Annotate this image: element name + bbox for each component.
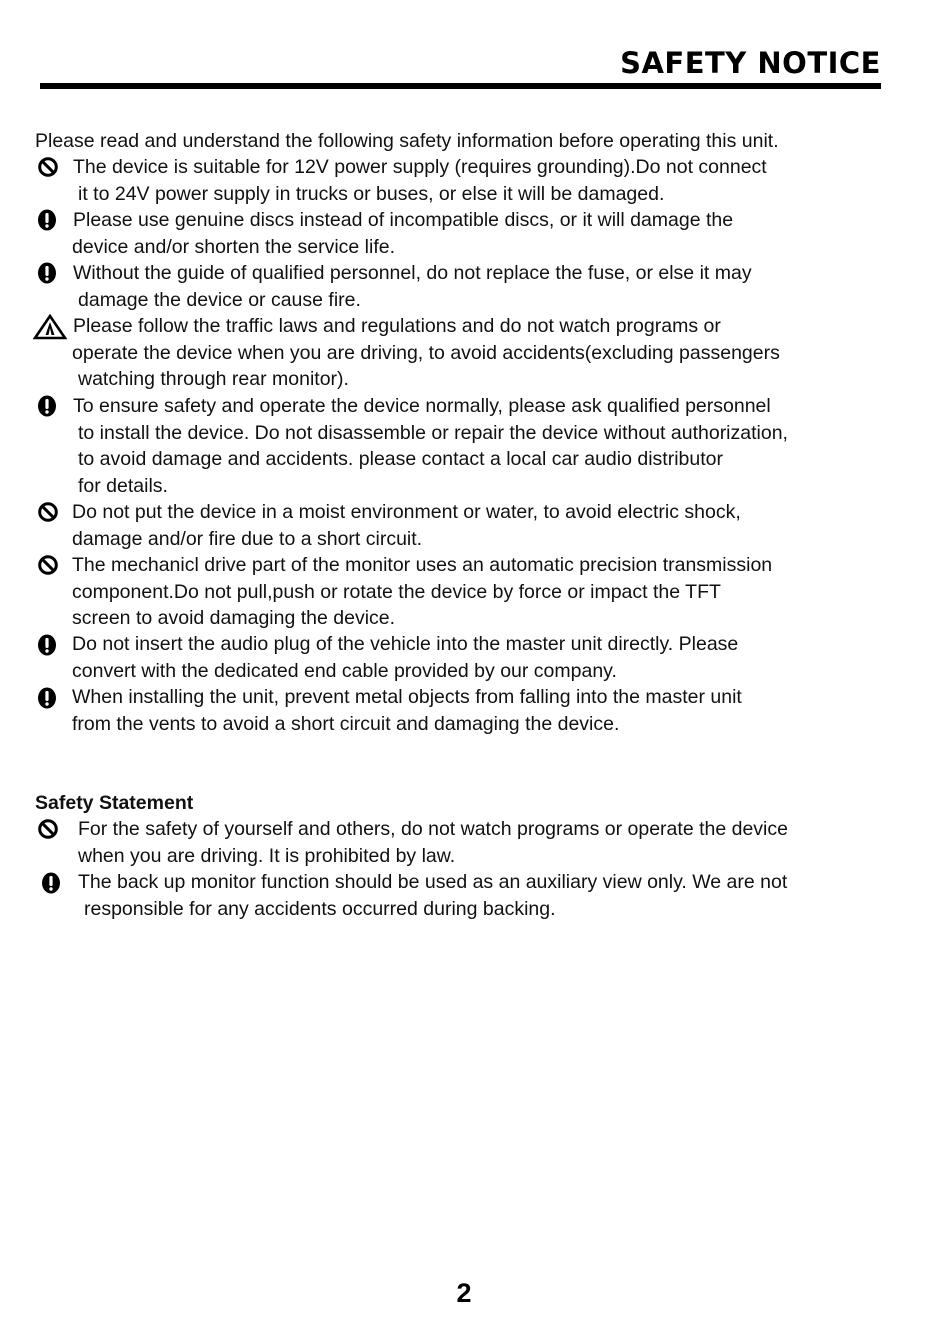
notice-line: it to 24V power supply in trucks or buses, or else it will be damaged. — [78, 182, 665, 205]
prohibited-icon — [37, 818, 59, 840]
prohibited-icon — [37, 501, 59, 523]
notice-line: To ensure safety and operate the device normally, please ask qualified personnel — [73, 395, 771, 417]
statement-line: The back up monitor function should be used as an auxiliary view only. We are not — [78, 871, 788, 893]
intro-text: Please read and understand the following safety information before operating this unit. — [35, 130, 779, 152]
safety-statement-title: Safety Statement — [35, 792, 194, 814]
notice-line: damage and/or fire due to a short circuit. — [72, 527, 423, 550]
notice-line: When installing the unit, prevent metal objects from falling into the master unit — [72, 686, 742, 708]
notice-line: watching through rear monitor). — [78, 368, 349, 390]
page-number: 2 — [456, 1278, 472, 1308]
exclamation-icon — [36, 395, 58, 417]
notice-line: Without the guide of qualified personnel, do not replace the fuse, or else it may — [73, 262, 752, 284]
notice-line: device and/or shorten the service life. — [72, 235, 396, 258]
notice-line: to install the device. Do not disassemble or repair the device without authorization, — [78, 421, 788, 444]
notice-line: convert with the dedicated end cable provided by our company. — [72, 659, 617, 682]
notice-line: The mechanicl drive part of the monitor uses an automatic precision transmission — [72, 554, 773, 576]
notice-line: Do not put the device in a moist environment or water, to avoid electric shock, — [72, 501, 741, 523]
notice-line: damage the device or cause fire. — [78, 288, 361, 311]
exclamation-icon — [40, 872, 62, 894]
prohibited-icon — [37, 554, 59, 576]
exclamation-icon — [36, 687, 58, 709]
notice-line: to avoid damage and accidents. please contact a local car audio distributor — [78, 448, 723, 470]
notice-line: operate the device when you are driving, to avoid accidents(excluding passengers — [72, 341, 780, 364]
notice-line: Please follow the traffic laws and regulations and do not watch programs or — [73, 315, 721, 337]
notice-line: from the vents to avoid a short circuit and damaging the device. — [72, 712, 620, 735]
notice-line: Do not insert the audio plug of the vehicle into the master unit directly. Please — [72, 633, 739, 655]
notice-line: Please use genuine discs instead of incompatible discs, or it will damage the — [73, 209, 734, 231]
prohibited-icon — [37, 156, 59, 178]
statement-line: responsible for any accidents occurred during backing. — [84, 897, 556, 920]
header-rule — [40, 83, 881, 89]
statement-line: when you are driving. It is prohibited by law. — [78, 844, 456, 867]
notice-line: The device is suitable for 12V power supply (requires grounding).Do not connect — [73, 156, 767, 178]
warning-triangle-icon — [33, 314, 67, 340]
statement-line: For the safety of yourself and others, do not watch programs or operate the device — [78, 818, 788, 840]
notice-line: component.Do not pull,push or rotate the device by force or impact the TFT — [72, 580, 721, 603]
exclamation-icon — [36, 634, 58, 656]
notice-line: screen to avoid damaging the device. — [72, 607, 396, 629]
page-title: SAFETY NOTICE — [620, 46, 881, 80]
notice-line: for details. — [78, 474, 168, 497]
exclamation-icon — [36, 209, 58, 231]
exclamation-icon — [36, 262, 58, 284]
